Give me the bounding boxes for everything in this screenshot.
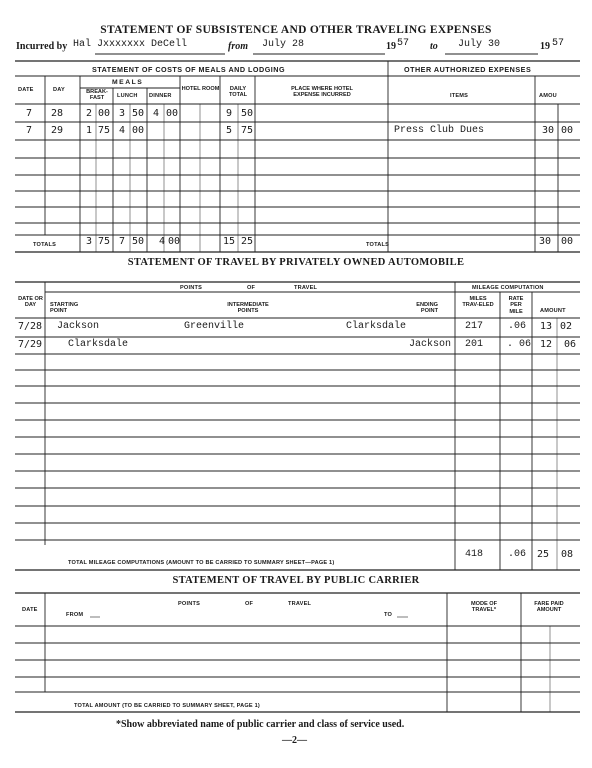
cell-item[interactable]: Press Club Dues: [394, 125, 485, 136]
auto-cell-rate[interactable]: .06: [508, 321, 527, 332]
carrier-travel-label: TRAVEL: [288, 601, 312, 607]
cell-date[interactable]: 7: [26, 125, 33, 136]
total-lunch-cents[interactable]: 50: [132, 236, 145, 247]
auto-cell-miles[interactable]: 217: [465, 321, 484, 332]
other-expenses-heading: OTHER AUTHORIZED EXPENSES: [404, 65, 532, 74]
cell-breakfast-dollars[interactable]: 1: [86, 125, 93, 136]
auto-cell-rate[interactable]: . 06: [507, 339, 532, 350]
total-breakfast-dollars[interactable]: 3: [86, 236, 93, 247]
auto-cell-intermediate-2[interactable]: Clarksdale: [346, 321, 407, 332]
auto-col-amount: AMOUNT: [540, 308, 566, 314]
auto-col-intermediate: INTERMEDIATE POINTS: [227, 302, 269, 315]
total-rate-field[interactable]: .06: [508, 549, 527, 560]
auto-col-miles: MILES TRAV-ELED: [462, 296, 494, 309]
total-dinner-cents[interactable]: 00: [168, 236, 181, 247]
col-dinner: DINNER: [149, 93, 172, 99]
col-date: DATE: [18, 87, 34, 93]
carrier-from-label: FROM: [66, 612, 84, 618]
auto-cell-miles[interactable]: 201: [465, 339, 484, 350]
cell-lunch-cents[interactable]: 00: [132, 125, 145, 136]
cell-daily-dollars[interactable]: 9: [226, 108, 233, 119]
total-breakfast-cents[interactable]: 75: [98, 236, 111, 247]
col-amount: AMOU: [539, 93, 557, 99]
cell-dinner-dollars[interactable]: 4: [153, 108, 160, 119]
totals-label: TOTALS: [33, 242, 57, 248]
meals-section-heading: STATEMENT OF COSTS OF MEALS AND LODGING: [92, 65, 286, 74]
auto-cell-start[interactable]: Clarksdale: [68, 339, 129, 350]
auto-col-date: DATE OR DAY: [18, 296, 43, 309]
cell-daily-dollars[interactable]: 5: [226, 125, 233, 136]
auto-cell-date[interactable]: 7/28: [18, 321, 43, 332]
cell-daily-cents[interactable]: 50: [241, 108, 254, 119]
cell-day[interactable]: 28: [51, 108, 64, 119]
col-hotel-room: HOTEL ROOM: [181, 86, 220, 92]
col-daily-total: DAILY TOTAL: [228, 86, 248, 99]
cell-breakfast-cents[interactable]: 00: [98, 108, 111, 119]
to-label: to: [430, 41, 438, 52]
carrier-of-label: OF: [245, 601, 254, 607]
to-year-field[interactable]: 57: [552, 38, 565, 49]
total-amount-cents[interactable]: 00: [561, 236, 574, 247]
auto-of-label: OF: [247, 285, 256, 291]
page-number: —2—: [282, 735, 307, 746]
auto-cell-amount-dollars[interactable]: 12: [540, 339, 553, 350]
total-lunch-dollars[interactable]: 7: [119, 236, 126, 247]
from-label: from: [228, 41, 248, 52]
totals-label-right: TOTALS: [366, 242, 390, 248]
total-auto-amount-dollars[interactable]: 25: [537, 549, 550, 560]
total-daily-cents[interactable]: 25: [241, 236, 254, 247]
carrier-section-heading: STATEMENT OF TRAVEL BY PUBLIC CARRIER: [172, 575, 420, 586]
carrier-col-fare: FARE PAID AMOUNT: [534, 601, 564, 614]
carrier-points-label: POINTS: [178, 601, 201, 607]
cell-daily-cents[interactable]: 75: [241, 125, 254, 136]
auto-cell-start[interactable]: Jackson: [57, 321, 100, 332]
auto-points-label: POINTS: [180, 285, 203, 291]
col-day: DAY: [53, 87, 65, 93]
col-place: PLACE WHERE HOTEL EXPENSE INCURRED: [291, 86, 353, 99]
col-items: ITEMS: [450, 93, 469, 99]
auto-col-end: ENDING POINT: [416, 302, 438, 315]
cell-amount-dollars[interactable]: 30: [542, 125, 555, 136]
col-meals: MEALS: [112, 79, 144, 86]
cell-amount-cents[interactable]: 00: [561, 125, 574, 136]
cell-breakfast-cents[interactable]: 75: [98, 125, 111, 136]
total-auto-amount-cents[interactable]: 08: [561, 549, 574, 560]
incurred-by-label: Incurred by: [16, 41, 68, 52]
form-title: STATEMENT OF SUBSISTENCE AND OTHER TRAVELING EXPENSES: [100, 24, 492, 36]
carrier-to-label: TO: [384, 612, 393, 618]
auto-cell-date[interactable]: 7/29: [18, 339, 43, 350]
cell-dinner-cents[interactable]: 00: [166, 108, 179, 119]
auto-travel-label: TRAVEL: [294, 285, 318, 291]
from-year-field[interactable]: 57: [397, 38, 410, 49]
cell-breakfast-dollars[interactable]: 2: [86, 108, 93, 119]
carrier-col-date: DATE: [22, 607, 38, 613]
total-miles-field[interactable]: 418: [465, 549, 484, 560]
mileage-computation-label: MILEAGE COMPUTATION: [472, 285, 544, 291]
cell-lunch-cents[interactable]: 50: [132, 108, 145, 119]
to-year-prefix: 19: [540, 41, 550, 52]
footnote: *Show abbreviated name of public carrier and class of service used.: [116, 719, 405, 730]
carrier-col-mode: MODE OF TRAVEL*: [470, 601, 498, 614]
cell-lunch-dollars[interactable]: 3: [119, 108, 126, 119]
cell-day[interactable]: 29: [51, 125, 64, 136]
from-date-field[interactable]: July 28: [262, 39, 305, 50]
cell-lunch-dollars[interactable]: 4: [119, 125, 126, 136]
col-breakfast: BREAK-FAST: [86, 89, 108, 102]
auto-cell-intermediate[interactable]: Greenville: [184, 321, 245, 332]
total-mileage-label: TOTAL MILEAGE COMPUTATIONS (AMOUNT TO BE CARRIED TO SUMMARY SHEET—PAGE 1): [68, 560, 335, 566]
from-year-prefix: 19: [386, 41, 396, 52]
col-lunch: LUNCH: [117, 93, 138, 99]
total-amount-dollars[interactable]: 30: [539, 236, 552, 247]
auto-cell-amount-cents[interactable]: 06: [564, 339, 577, 350]
total-dinner-dollars[interactable]: 4: [159, 236, 166, 247]
auto-col-rate: RATE PER MILE: [508, 296, 524, 315]
total-daily-dollars[interactable]: 15: [223, 236, 236, 247]
to-date-field[interactable]: July 30: [458, 39, 501, 50]
carrier-total-label: TOTAL AMOUNT (TO BE CARRIED TO SUMMARY SHEET, PAGE 1): [74, 703, 260, 709]
auto-cell-amount-cents[interactable]: 02: [560, 321, 573, 332]
auto-cell-end[interactable]: Jackson: [409, 339, 452, 350]
incurred-by-field[interactable]: Hal Jxxxxxxx DeCell: [73, 39, 188, 50]
auto-col-start: STARTING POINT: [50, 302, 79, 315]
auto-cell-amount-dollars[interactable]: 13: [540, 321, 553, 332]
cell-date[interactable]: 7: [26, 108, 33, 119]
auto-section-heading: STATEMENT OF TRAVEL BY PRIVATELY OWNED AUTOMOBILE: [127, 257, 465, 268]
